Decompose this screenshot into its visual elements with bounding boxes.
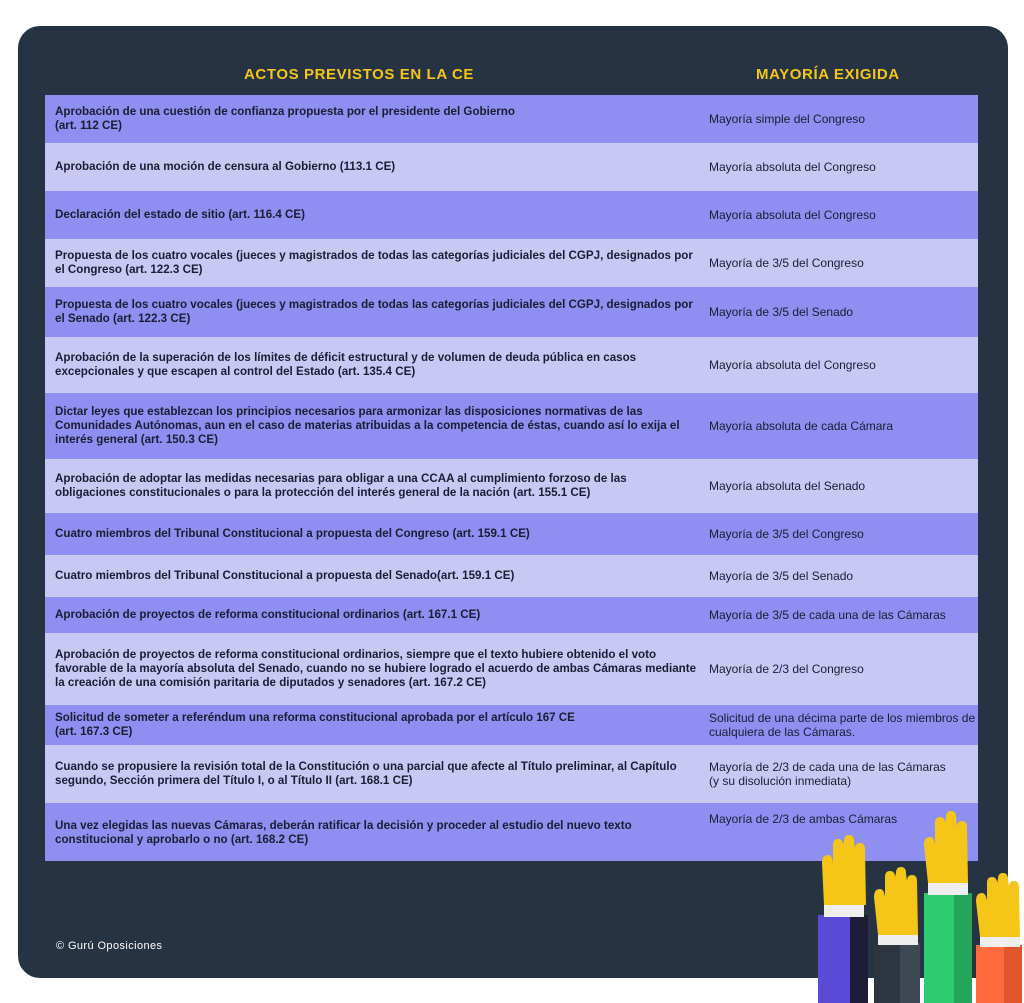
table-row — [45, 191, 978, 239]
majority-cell: Solicitud de una décima parte de los miembros de cualquiera de las Cámaras. — [709, 711, 976, 739]
act-cell: Solicitud de someter a referéndum una reforma constitucional aprobada por el artículo 167 CE (art. 167.3 CE) — [55, 711, 575, 738]
act-cell: Aprobación de una cuestión de confianza propuesta por el presidente del Gobierno (art. 112 CE) — [55, 105, 515, 132]
raised-hand-icon — [924, 811, 972, 1003]
act-cell: Una vez elegidas las nuevas Cámaras, deberán ratificar la decisión y proceder al estudio del nuevo texto constitucional y aprobarlo o no (art. 168.2 CE) — [55, 819, 632, 846]
table-row — [45, 513, 978, 555]
act-cell: Cuatro miembros del Tribunal Constitucional a propuesta del Senado(art. 159.1 CE) — [55, 569, 515, 582]
table-row — [45, 337, 978, 393]
table-row — [45, 745, 978, 803]
majority-column-header: MAYORÍA EXIGIDA — [756, 66, 900, 83]
act-cell: Aprobación de adoptar las medidas necesarias para obligar a una CCAA al cumplimiento forzoso de las obligaciones constitucionales o para la protección del interés general de la nación (art. 155.1 CE) — [55, 472, 627, 499]
raised-hand-icon — [976, 873, 1022, 1003]
table-row — [45, 459, 978, 513]
majority-cell: Mayoría absoluta del Senado — [709, 479, 866, 493]
table-row — [45, 143, 978, 191]
majority-cell: Mayoría de 3/5 del Senado — [709, 569, 854, 583]
act-cell: Cuando se propusiere la revisión total de la Constitución o una parcial que afecte al Título preliminar, al Capítulo segundo, Sección primera del Título I, o al Título II (art. 168.1 CE) — [55, 760, 677, 787]
raised-hand-icon — [818, 835, 868, 1003]
act-cell: Cuatro miembros del Tribunal Constitucional a propuesta del Congreso (art. 159.1 CE) — [55, 527, 530, 540]
table-row — [45, 239, 978, 287]
majority-cell: Mayoría absoluta del Congreso — [709, 358, 876, 372]
act-cell: Aprobación de la superación de los límites de déficit estructural y de volumen de deuda pública en casos excepcionales y que escapen al control del Estado (art. 135.4 CE) — [55, 351, 637, 378]
act-cell: Declaración del estado de sitio (art. 116.4 CE) — [55, 208, 306, 221]
majority-cell: Mayoría simple del Congreso — [709, 112, 866, 126]
acts-column-header: ACTOS PREVISTOS EN LA CE — [244, 66, 474, 83]
majority-cell: Mayoría de 3/5 del Senado — [709, 305, 854, 319]
majority-cell: Mayoría de 3/5 del Congreso — [709, 256, 864, 270]
table-row — [45, 705, 978, 745]
act-cell: Dictar leyes que establezcan los principios necesarios para armonizar las disposiciones normativas de las Comunidades Autónomas, aun en el caso de materias atribuidas a la competencia de éstas, cuando así lo exija el interés general (art. 150.3 CE) — [55, 405, 680, 446]
act-cell: Aprobación de una moción de censura al Gobierno (113.1 CE) — [55, 160, 396, 173]
table-row — [45, 287, 978, 337]
majority-cell: Mayoría absoluta del Congreso — [709, 208, 876, 222]
majority-cell: Mayoría de 2/3 de ambas Cámaras — [709, 812, 898, 826]
majority-cell: Mayoría de 2/3 del Congreso — [709, 662, 864, 676]
majority-cell: Mayoría de 2/3 de cada una de las Cámaras (y su disolución inmediata) — [709, 760, 946, 788]
act-cell: Propuesta de los cuatro vocales (jueces y magistrados de todas las categorías judiciales del CGPJ, designados por el Congreso (art. 122.3 CE) — [55, 249, 693, 276]
act-cell: Propuesta de los cuatro vocales (jueces y magistrados de todas las categorías judiciales del CGPJ, designados por el Senado (art. 122.3 CE) — [55, 298, 693, 325]
act-cell: Aprobación de proyectos de reforma constitucional ordinarios (art. 167.1 CE) — [55, 608, 481, 621]
majority-cell: Mayoría de 3/5 del Congreso — [709, 527, 864, 541]
table-row — [45, 393, 978, 459]
act-cell: Aprobación de proyectos de reforma constitucional ordinarios, siempre que el texto hubiere obtenido el voto favorable de la mayoría absoluta del Senado, cuando no se hubiere logrado el acuerdo de ambas Cámaras mediante la creación de una comisión paritaria de diputados y senadores (art. 167.2 CE) — [55, 648, 697, 689]
majority-cell: Mayoría absoluta del Congreso — [709, 160, 876, 174]
table-row — [45, 597, 978, 633]
table-row — [45, 555, 978, 597]
table-row — [45, 633, 978, 705]
majority-cell: Mayoría absoluta de cada Cámara — [709, 419, 894, 433]
raised-hands-illustration — [800, 805, 1024, 1003]
majority-cell: Mayoría de 3/5 de cada una de las Cámaras — [709, 608, 946, 622]
acts-table — [45, 95, 978, 861]
copyright-footer: © Gurú Oposiciones — [56, 940, 163, 952]
raised-hand-icon — [874, 867, 920, 1003]
table-row — [45, 95, 978, 143]
